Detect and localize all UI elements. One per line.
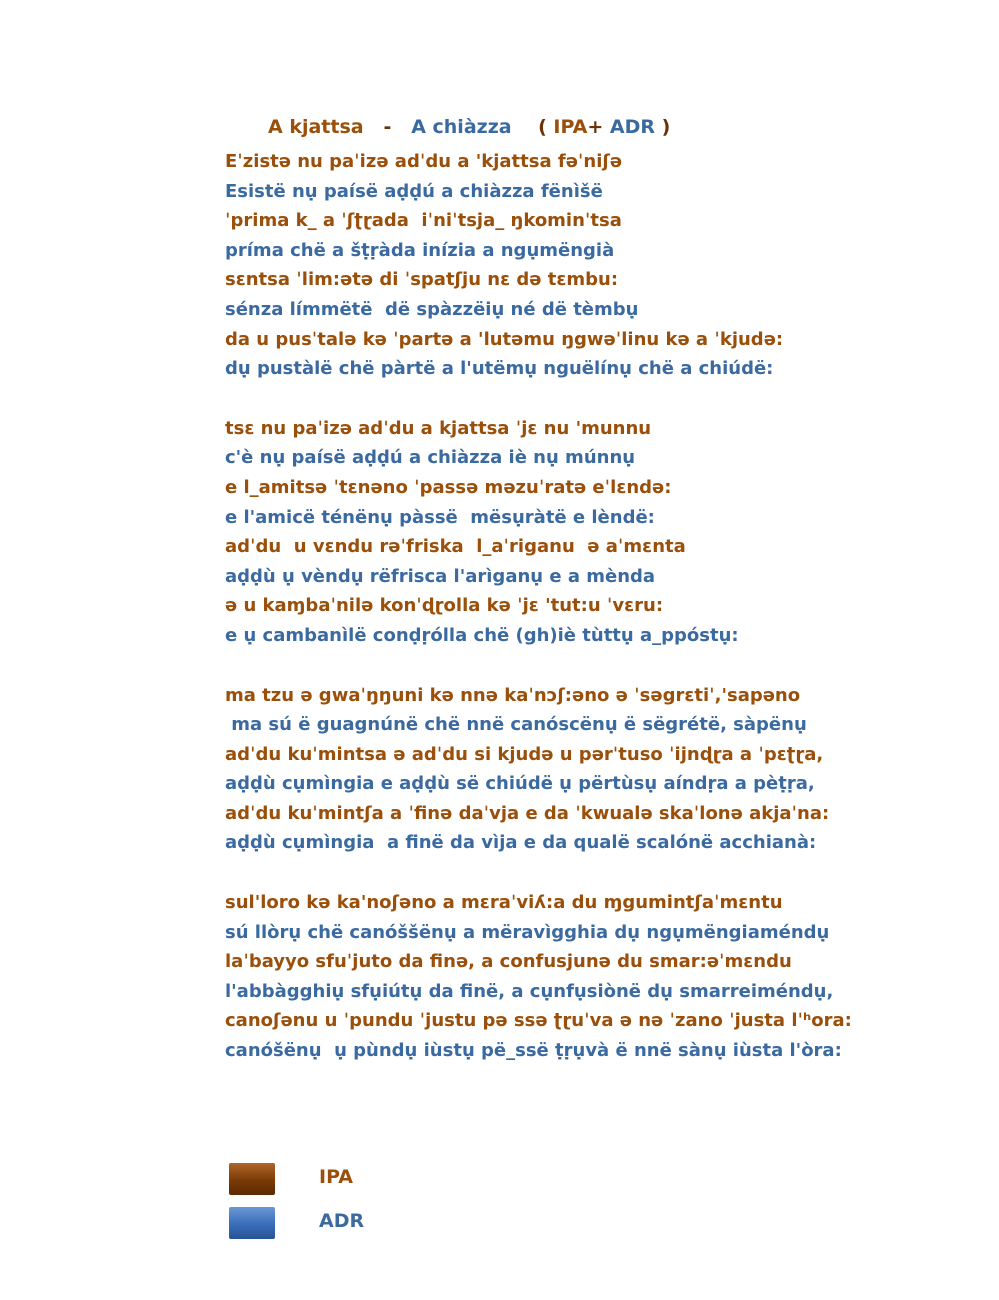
adr-line: ma sú ë guagnúnë chë nnë canóscënụ ë sëgrétë, sàpënụ [225, 714, 807, 736]
title-plus: + [587, 116, 604, 138]
adr-line: e ụ cambanìlë conḍṛólla chë (gh)iè tùttụ a_ppóstụ: [225, 624, 739, 646]
stanza [225, 147, 965, 384]
title-adr-tag: ADR [609, 116, 655, 138]
adr-line: c'è nụ paísë aḍḍú a chiàzza iè nụ múnnụ [225, 447, 636, 469]
stanza [225, 414, 965, 651]
poem-title [268, 116, 670, 138]
ipa-line: Eˈzistə nu paˈizə adˈdu a 'kjattsa fəˈniʃə [225, 151, 623, 172]
title-ipa-name: A kjattsa [268, 116, 364, 138]
title-open-paren: ( [538, 116, 547, 138]
title-ipa-tag: IPA [553, 116, 588, 138]
adr-line: sú llòrụ chë canóššënụ a mëravìgghia dụ ngụmëngiaméndụ [225, 921, 830, 943]
adr-line: Esistë nụ paísë aḍḍú a chiàzza fënìšë [225, 180, 603, 202]
adr-line: sénza límmëtë dë spàzzëiụ né dë tèmbụ [225, 298, 639, 320]
poem-body [225, 147, 965, 1096]
ipa-line: ma tzu ə gwaˈŋŋuni kə nnə kaˈnɔʃ:əno ə ˈsəgrɛtiˈ,'sapəno [225, 684, 801, 706]
adr-line: e l'amicë ténënụ pàssë mësụràtë e lèndë: [225, 506, 655, 528]
adr-line: aḍḍù cụmìngia e aḍḍù së chiúdë ụ përtùsụ aíndṛa a pèṭṛa, [225, 773, 815, 795]
ipa-line: da u pusˈtalə kə ˈpartə a 'lutəmu ŋgwəˈlinu kə a ˈkjudə: [225, 328, 784, 350]
ipa-line: canoʃənu u ˈpundu ˈjustu pə ssə ʈɽuˈva ə nə ˈzano ˈjusta lˈʰora: [225, 1010, 852, 1032]
ipa-line: ə u kaɱbaˈnilə konˈɖɽolla kə ˈjɛ 'tut:u ˈvɛru: [225, 595, 664, 617]
title-separator: - [383, 116, 392, 138]
title-close-paren: ) [661, 116, 671, 138]
legend-label-ipa: IPA [319, 1166, 353, 1188]
ipa-line: ˈprima k_ a ˈʃʈɽada iˈniˈtsja_ ŋkominˈtsa [225, 210, 622, 232]
ipa-line: adˈdu kuˈmintsa ə adˈdu si kjudə u pərˈtuso ˈijnɖɽa a ˈpɛʈɽa, [225, 743, 824, 765]
ipa-line: adˈdu u vɛndu rəˈfriska l_aˈriganu ə aˈmɛnta [225, 536, 686, 558]
adr-line: aḍḍù cụmìngia a finë da vìja e da qualë scalónë acchianà: [225, 832, 817, 854]
legend-label-adr: ADR [319, 1210, 365, 1232]
adr-line: l'abbàgghiụ sfụiútụ da finë, a cụnfụsiònë dụ smarreiméndụ, [225, 980, 834, 1002]
ipa-line: sul'loro kə ka'noʃəno a mɛraˈviʎ:a du ɱgumintʃaˈmɛntu [225, 892, 783, 914]
ipa-line: e l_amitsə ˈtɛnəno ˈpassə məzuˈratə eˈlɛndə: [225, 476, 672, 498]
title-adr-name: A chiàzza [411, 116, 512, 138]
stanza [225, 681, 965, 859]
adr-line: canóšënụ ụ pùndụ iùstụ pë_ssë ṭṛụvà ë nnë sànụ iùsta l'òra: [225, 1040, 842, 1062]
adr-line: aḍḍù ụ vèndụ rëfrisca l'arìganụ e a mènda [225, 565, 656, 587]
adr-line: príma chë a šṭṛàda inízia a ngụmëngià [225, 239, 615, 261]
ipa-line: adˈdu kuˈmintʃa a ˈfinə daˈvja e da ˈkwualə skaˈlonə akjaˈna: [225, 802, 830, 824]
legend-swatch-ipa [229, 1163, 275, 1195]
ipa-line: tsɛ nu paˈizə adˈdu a kjattsa ˈjɛ nu 'munnu [225, 417, 652, 439]
stanza [225, 888, 965, 1066]
adr-line: dụ pustàlë chë pàrtë a l'utëmụ nguëlínụ chë a chiúdë: [225, 358, 774, 380]
legend-swatch-adr [229, 1207, 275, 1239]
ipa-line: sɛntsa ˈlim:ətə di ˈspatʃju nɛ də tɛmbu: [225, 269, 619, 291]
ipa-line: laˈbayyo sfuˈjuto da finə, a confusjunə du smar:əˈmɛndu [225, 951, 792, 973]
